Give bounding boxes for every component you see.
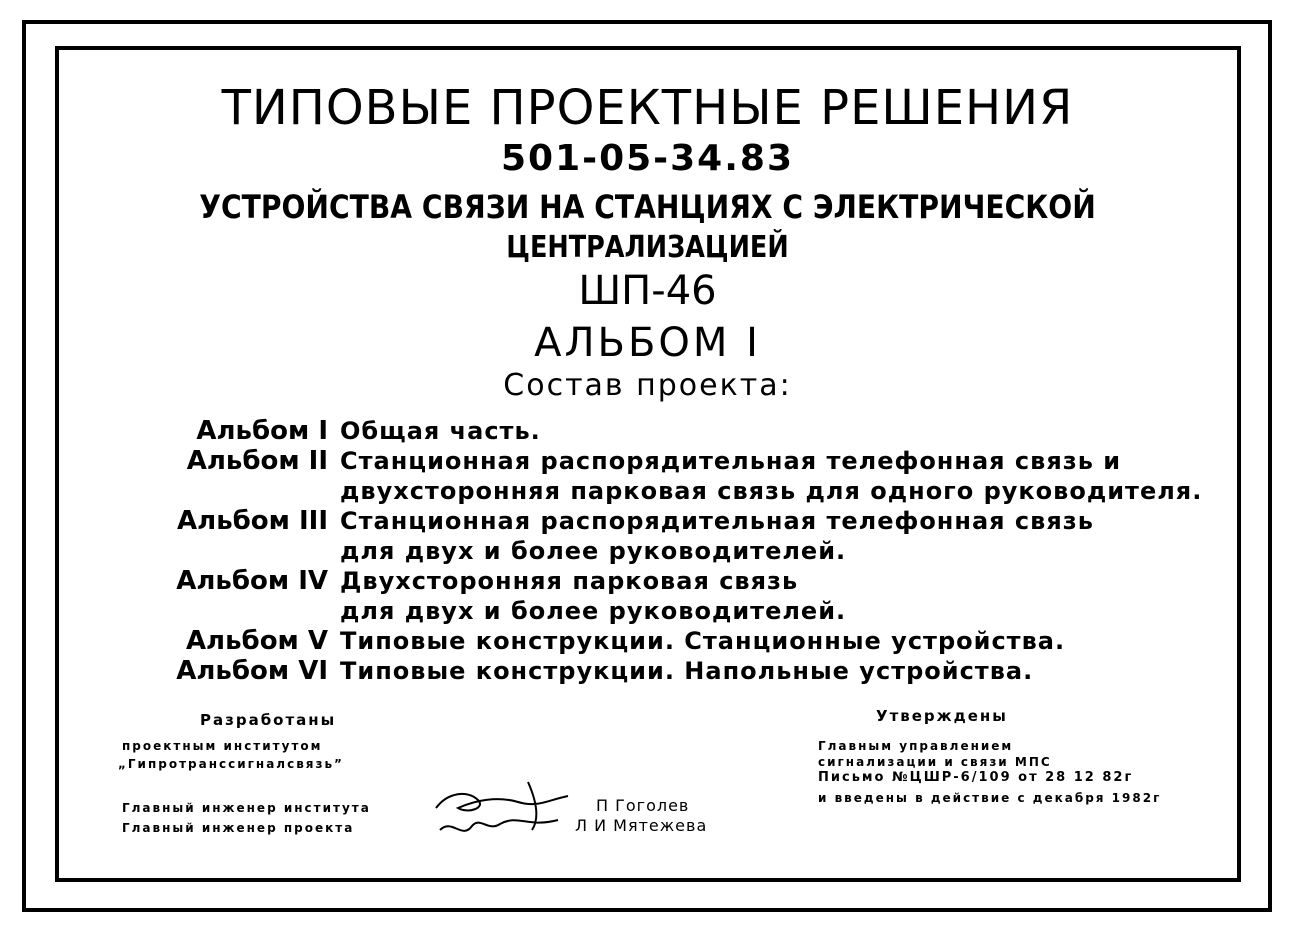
album-title: АЛЬБОМ I [534,320,761,366]
album-desc-cont: для двух и более руководителей. [340,537,847,565]
chief-engineer-project-role: Главный инженер проекта [122,821,355,835]
signature-mark [428,770,598,850]
album-desc: Общая часть. [340,417,541,445]
developed-heading: Разработаны [200,711,337,729]
approved-line3: Письмо №ЦШР-6/109 от 28 12 82г [818,770,1134,785]
chief-engineer-project-name: Л И Мятежева [575,816,708,835]
album-item [168,416,1198,446]
album-item [168,446,1198,476]
approved-heading: Утверждены [876,707,1008,725]
chief-engineer-institute-name: П Гоголев [596,796,690,815]
album-name: Альбом IV [176,566,328,596]
subtitle-line1: УСТРОЙСТВА СВЯЗИ НА СТАНЦИЯХ С ЭЛЕКТРИЧЕСКОЙ [199,188,1096,226]
album-item [168,626,1198,656]
albums-list [168,416,1203,686]
album-name: Альбом V [185,626,328,656]
album-desc: Станционная распорядительная телефонная связь [340,507,1094,535]
album-name: Альбом VI [176,656,328,686]
document-title: ТИПОВЫЕ ПРОЕКТНЫЕ РЕШЕНИЯ [221,80,1074,136]
approved-line2: сигнализации и связи МПС [818,755,1052,769]
album-item [168,506,1198,536]
album-desc: Типовые конструкции. Станционные устройства. [340,627,1066,655]
album-name: Альбом II [186,446,328,476]
approved-line4: и введены в действие с декабря 1982г [818,791,1162,805]
album-name: Альбом III [177,506,328,536]
album-desc: Станционная распорядительная телефонная связь и [340,447,1122,475]
album-item [168,566,1198,596]
developed-line2: „Гипротранссигналсвязь” [118,757,344,771]
album-desc-cont: для двух и более руководителей. [340,597,847,625]
developed-line1: проектным институтом [122,739,323,753]
subtitle-line2: ЦЕНТРАЛИЗАЦИЕЙ [506,230,789,265]
album-desc-cont: двухсторонняя парковая связь для одного руководителя. [340,477,1203,505]
album-name: Альбом I [196,416,328,446]
chief-engineer-institute-role: Главный инженер института [122,801,371,815]
album-desc: Двухсторонняя парковая связь [340,567,799,595]
system-code: ШП-46 [578,268,717,314]
composition-heading: Состав проекта: [503,368,792,403]
approved-line1: Главным управлением [818,739,1014,753]
document-code: 501-05-34.83 [501,138,794,179]
album-item [168,656,1198,686]
album-desc: Типовые конструкции. Напольные устройства. [340,657,1034,685]
